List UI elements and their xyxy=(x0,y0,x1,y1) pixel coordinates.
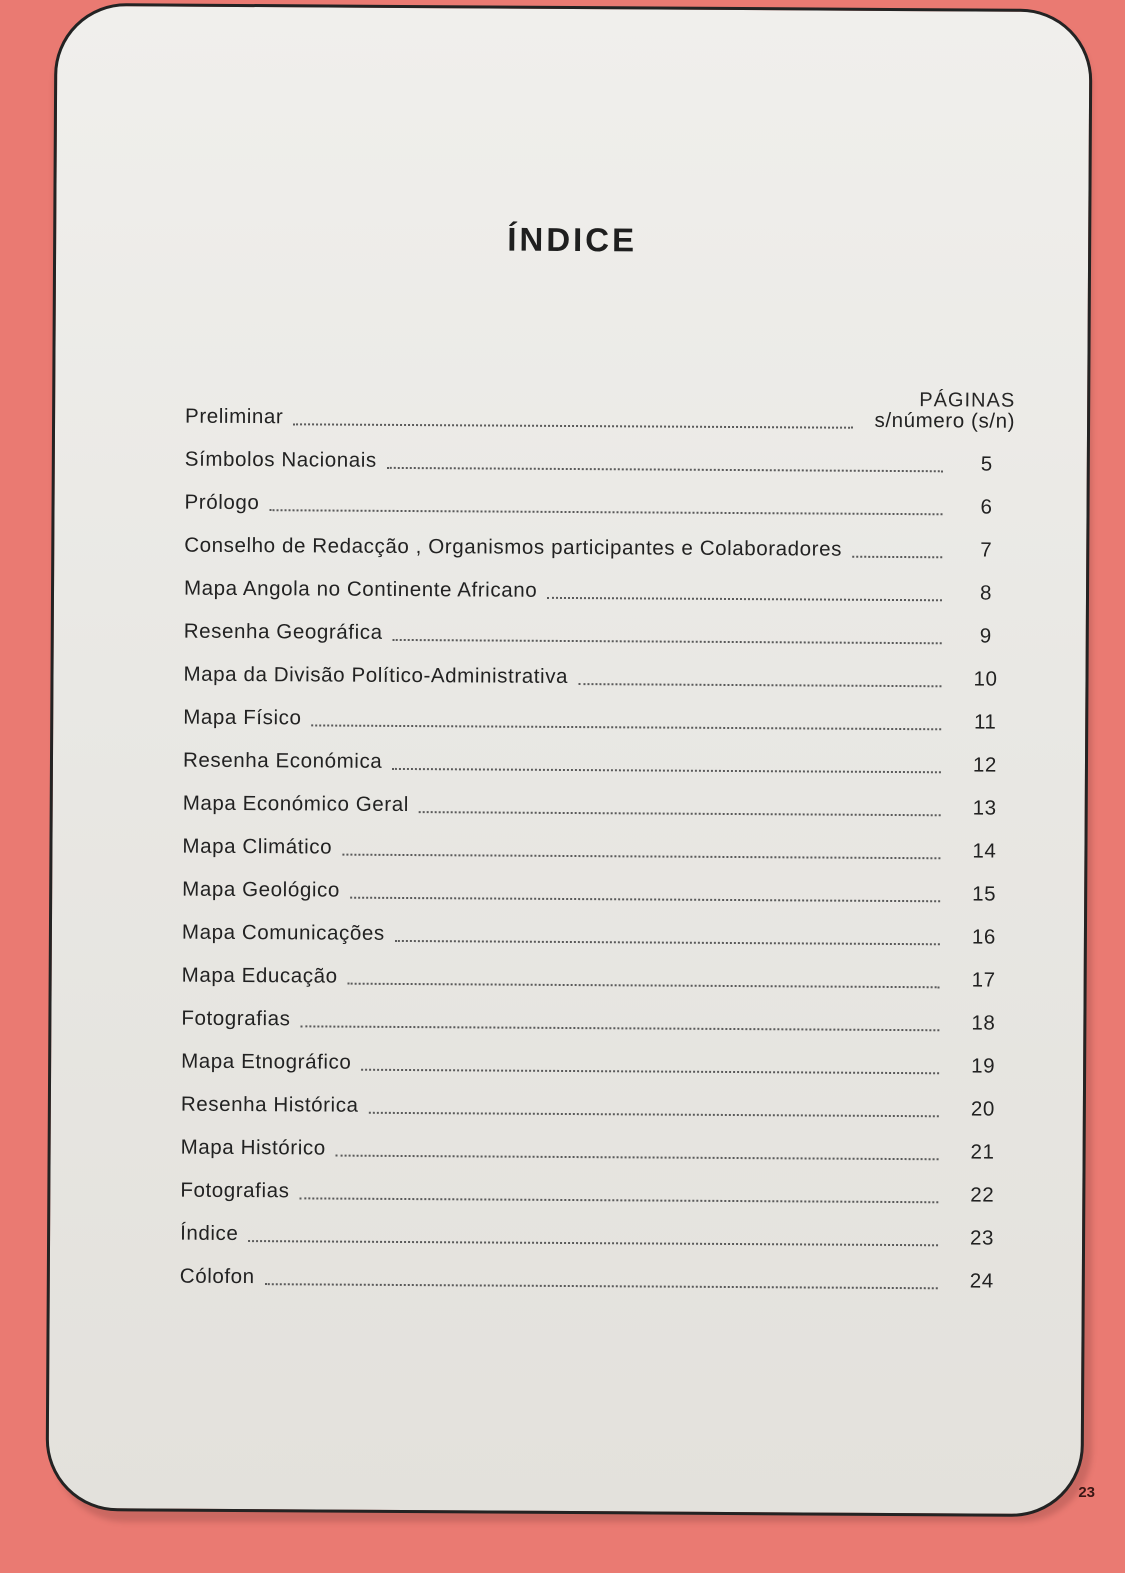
pages-column-header: PÁGINAS xyxy=(919,389,1016,412)
toc-entry-page: 22 xyxy=(970,1183,995,1207)
toc-entry-label: Conselho de Redacção , Organismos participantes e Colaboradores xyxy=(184,533,843,561)
dot-leader xyxy=(547,596,942,601)
toc-entry-page: 6 xyxy=(980,495,993,519)
dot-leader xyxy=(265,1282,938,1289)
toc-entry-page: 12 xyxy=(972,753,998,777)
toc-entry-page: s/número (s/n) xyxy=(874,408,1016,433)
dot-leader xyxy=(269,508,942,515)
toc-entry-label: Resenha Económica xyxy=(182,748,383,773)
dot-leader xyxy=(342,853,940,860)
toc-entry xyxy=(185,405,1015,453)
toc-entry xyxy=(184,534,1014,582)
dot-leader xyxy=(248,1239,938,1246)
toc-entry-label: Mapa Geológico xyxy=(182,877,340,902)
toc-entry xyxy=(185,448,1015,496)
toc-entry-page: 23 xyxy=(970,1226,995,1250)
toc-entry-page: 10 xyxy=(973,667,998,691)
toc-entry-page: 16 xyxy=(971,925,996,949)
toc-entry-label: Mapa Educação xyxy=(181,963,338,988)
dot-leader xyxy=(299,1196,938,1203)
toc-entry xyxy=(184,491,1014,539)
toc-entry-page: 24 xyxy=(969,1269,994,1293)
toc-entry-label: Mapa Angola no Continente Africano xyxy=(183,576,538,602)
dot-leader xyxy=(852,555,942,559)
toc-entry xyxy=(180,1222,1010,1270)
dot-leader xyxy=(387,466,943,472)
dot-leader xyxy=(419,810,941,816)
folio-number: 23 xyxy=(1078,1484,1095,1501)
toc-entry-page: 21 xyxy=(970,1140,995,1164)
toc-entry-page: 20 xyxy=(970,1097,995,1121)
toc-entry-page: 5 xyxy=(980,452,993,476)
toc-entry xyxy=(181,1007,1011,1055)
toc-entry xyxy=(183,749,1013,797)
toc-entry xyxy=(182,835,1012,883)
dot-leader xyxy=(369,1111,939,1117)
table-of-contents xyxy=(180,405,1016,1313)
toc-entry xyxy=(182,878,1012,926)
toc-entry xyxy=(182,921,1012,969)
toc-entry-label: Fotografias xyxy=(180,1178,290,1203)
toc-entry xyxy=(183,663,1013,711)
toc-entry-label: Preliminar xyxy=(185,404,284,429)
toc-entry xyxy=(184,577,1014,625)
toc-entry xyxy=(181,1093,1011,1141)
toc-entry-label: Mapa Comunicações xyxy=(181,920,385,945)
toc-entry-label: Resenha Geográfica xyxy=(183,619,383,644)
dot-leader xyxy=(293,422,853,428)
toc-entry-page: 19 xyxy=(971,1054,996,1078)
toc-entry-page: 7 xyxy=(980,538,993,562)
toc-entry-label: Mapa Económico Geral xyxy=(182,791,410,817)
toc-entry-label: Mapa da Divisão Político-Administrativa xyxy=(183,662,569,688)
toc-entry-label: Mapa Climático xyxy=(182,834,333,859)
dot-leader xyxy=(311,723,941,730)
toc-entry-page: 11 xyxy=(973,710,997,734)
toc-entry-label: Fotografias xyxy=(181,1006,291,1031)
toc-entry-page: 18 xyxy=(971,1011,996,1035)
toc-entry-label: Cólofon xyxy=(179,1264,255,1289)
toc-entry xyxy=(183,792,1013,840)
dot-leader xyxy=(361,1068,939,1075)
dot-leader xyxy=(392,767,941,773)
toc-entry-label: Índice xyxy=(180,1221,239,1245)
toc-entry-label: Mapa Histórico xyxy=(180,1135,326,1160)
toc-entry-page: 8 xyxy=(979,581,993,605)
dot-leader xyxy=(350,896,940,903)
toc-entry-page: 14 xyxy=(972,839,997,863)
toc-entry-page: 17 xyxy=(971,968,996,992)
toc-entry-page: 13 xyxy=(972,796,997,820)
dot-leader xyxy=(395,939,940,945)
toc-entry-label: Prólogo xyxy=(184,490,260,515)
toc-entry-page: 9 xyxy=(979,624,992,648)
dot-leader xyxy=(393,638,942,644)
toc-entry xyxy=(180,1265,1010,1313)
toc-entry-label: Resenha Histórica xyxy=(180,1092,359,1117)
toc-entry xyxy=(181,1050,1011,1098)
toc-entry xyxy=(183,706,1013,754)
page-title: ÍNDICE xyxy=(507,220,638,259)
toc-entry-page: 15 xyxy=(972,882,997,906)
index-page-card xyxy=(45,3,1092,1517)
toc-entry xyxy=(181,964,1011,1012)
toc-entry-label: Símbolos Nacionais xyxy=(184,447,377,472)
dot-leader xyxy=(336,1154,939,1161)
dot-leader xyxy=(301,1024,940,1031)
toc-entry-label: Mapa Físico xyxy=(183,705,302,730)
dot-leader xyxy=(578,682,941,687)
dot-leader xyxy=(348,982,940,989)
toc-entry-label: Mapa Etnográfico xyxy=(181,1049,352,1074)
toc-entry xyxy=(180,1179,1010,1227)
toc-entry xyxy=(180,1136,1010,1184)
toc-entry xyxy=(184,620,1014,668)
